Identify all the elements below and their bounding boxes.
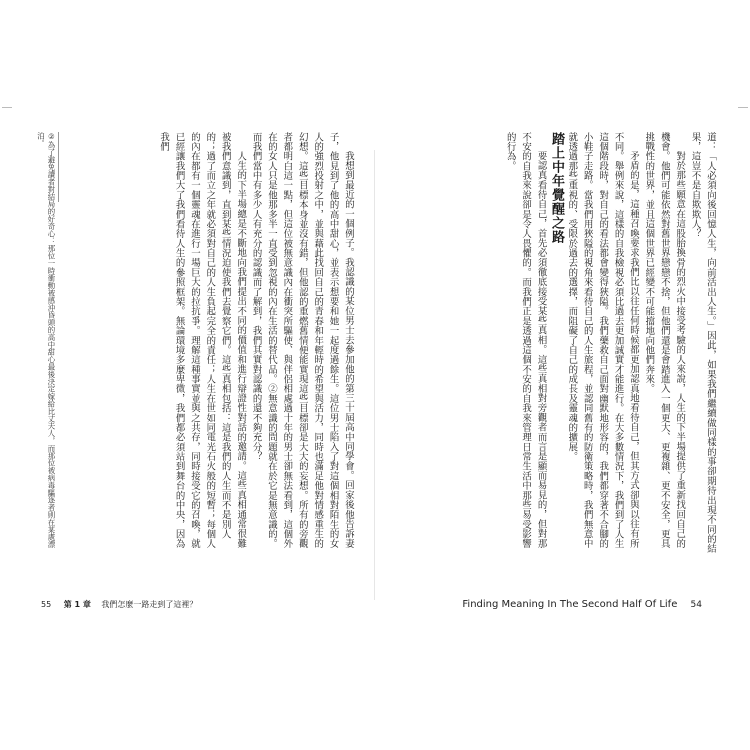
body-paragraph: 對於那些願意在這股胎換骨的烈火中接受考驗的人來說，人生的下半場提供了重新找回自己的機會。他們可能依然對舊世界戀戀不捨，但他們還是會踏進入一個更大、更複雜、更不安全，更具挑戰性的世界，並且這個世界已經變不可能擋地向他們奔來。 xyxy=(643,132,686,549)
body-paragraph: 人生的下半場總是不斷地向我們提出不同的價值和進行辯證性對話的邀請。這些真相通常很難被我們意識到，直到某些情況迫使我們去覺察它們。這些真相包括：這是我們的人生而不是別人的；過了而立之年就必須對自己的人生負起完全的責任；人生在世如同電光石火般的短暫；每個人的內在都有一個靈魂在進行一場巨大的拉抗爭。理解這種事實並與之共存，同時接受它的召喚，就已經讓我們大了我們看待人生的參照框架。無論環境多麼卑微，我們都必須站到舞台的中央，因為我們 xyxy=(158,132,247,549)
body-paragraph: 道：「人必須向後回憶人生，向前活出人生。」因此，如果我們繼續做同樣的事卻期待出現不同的結果，這豈不是自欺欺人？ xyxy=(689,132,716,554)
footnote-rule xyxy=(58,132,59,202)
section-heading: 踏上中年覺醒之路 xyxy=(548,132,564,244)
right-page xyxy=(375,0,750,750)
right-folio xyxy=(462,599,702,610)
running-title: Finding Meaning In The Second Half Of Life xyxy=(462,599,678,610)
left-folio xyxy=(41,599,197,610)
footnote xyxy=(10,132,56,557)
body-paragraph: 要認真看待自己，首先必須徹底接受某些真相。這些真相對旁觀者而言是顯而易見的，但對那不安的自我來說卻是令人畏懼的。而我們正是透過這個不安的自我來管理日常生活中那些易受影響的行為。 xyxy=(504,132,547,549)
body-paragraph: 我想到最近的一個例子。我認識的某位男士去參加他的第三十屆高中同學會。回家後他告訴妻子，他見到了他的高中甜心，並表示想要和她一起度過餘生。這位男士陷入了對這個相對陌生的女人的強烈投射之中，並與藉此找回自己的青春和年輕時的希望與活力，同時也滿足他對情感重生的幻想。這些目標本身並沒有錯，但他認的重燃舊情便能實現這些目標卻是大大的妄想。所有的旁觀者都明白這一點，但這位被無意識內在衝突所驅使、與伴侶相處過十年的男士卻無法看到，這個外在的女人只是他那多半一直受到忽視的內在生活的替代品。②無意識的問題就在於它是無意識的。而我們當中有多少人有充分的認識而了解到，我們其實對認識的還不夠充分？ xyxy=(250,132,354,549)
page-number: 55 xyxy=(41,600,52,609)
footnote-text: ②為了避免讀者對結局的好奇心：那位一時衝動被感沖昏頭的高中甜心最後決定嫁給比丈夫人，而那位被病毒驅逐者則在某處漂泊。 xyxy=(36,132,56,548)
body-paragraph: 矛盾的是，這種召喚要求我們比以往任何時候都更加認真地看待自己，但其方式卻與以往有所不同。舉例來說，這樣的自我檢視必須比過去更加誠實才能進行。在大多數情況下，我們到了人生這個階段時，對自己的看法都會變得狹隘。我們藥救自己面對幽默地形容的，我們都穿著不合腳的小鞋子走路。當我們用狹隘的視角來看待自己的人生旅程，並認同舊有的防衛策略時，我們無意中就透過那些重視的、受限於過去的選擇，而阻礙了自己的成長及靈魂的擴展。 xyxy=(566,132,639,549)
running-title: 我們怎麼一路走到了這裡？ xyxy=(101,600,198,609)
left-page-body xyxy=(66,132,356,557)
right-page-body xyxy=(403,132,718,557)
chapter-label: 第 1 章 xyxy=(63,600,91,609)
page-number: 54 xyxy=(690,600,702,610)
